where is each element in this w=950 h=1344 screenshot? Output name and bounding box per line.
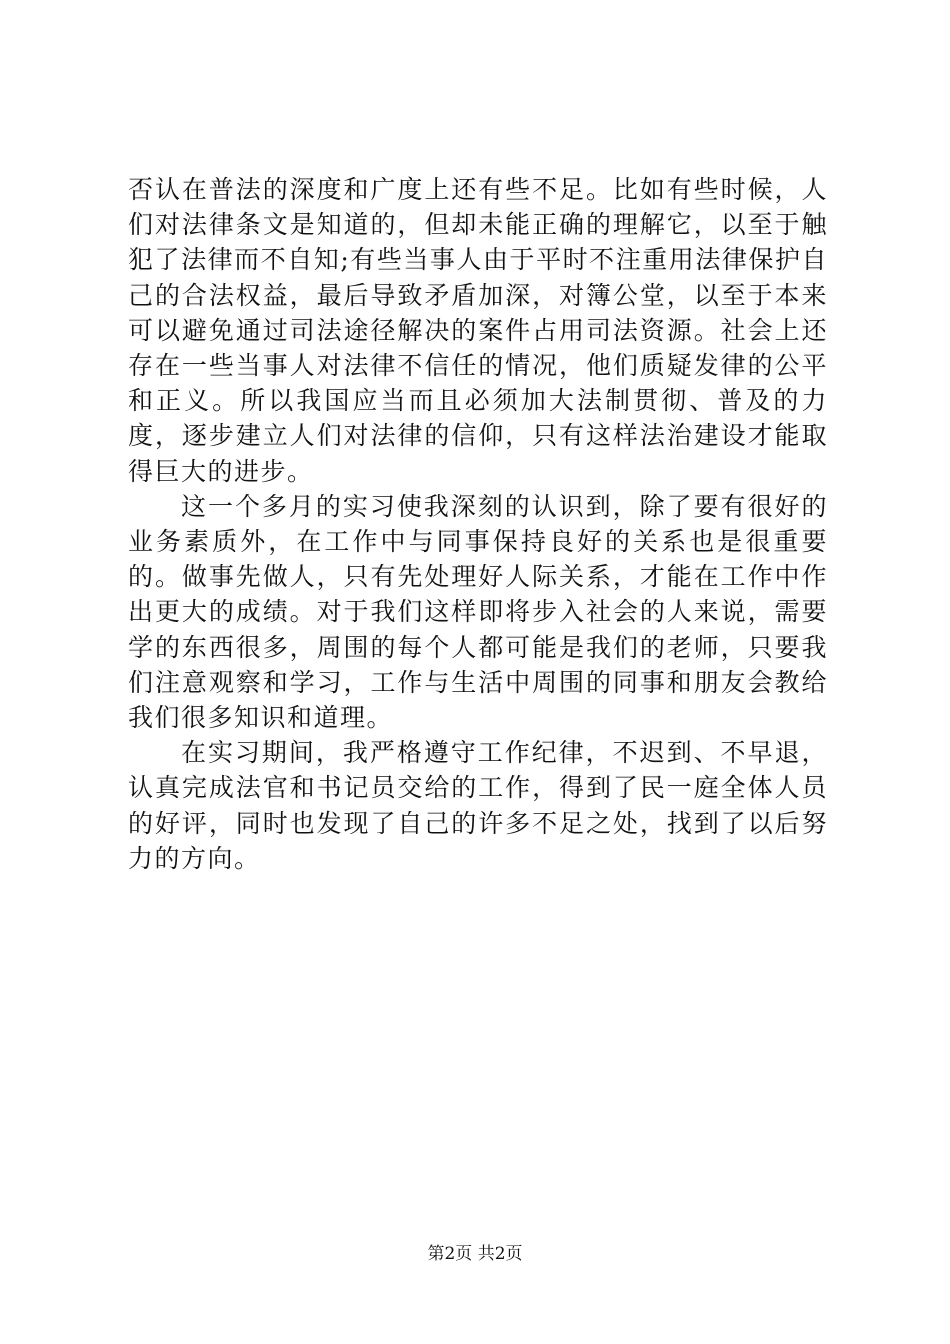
paragraph-1: 否认在普法的深度和广度上还有些不足。比如有些时候，人们对法律条文是知道的，但却未能正确的理解它，以至于触犯了法律而不自知;有些当事人由于平时不注重用法律保护自己的合法权益，最后导致矛盾加深，对簿公堂，以至于本来可以避免通过司法途径解决的案件占用司法资源。社会上还存在一些当事人对法律不信任的情况，他们质疑发律的公平和正义。所以我国应当而且必须加大法制贯彻、普及的力度，逐步建立人们对法律的信仰，只有这样法治建设才能取得巨大的进步。: [128, 175, 828, 486]
page-footer: 第2页 共2页: [427, 1244, 523, 1264]
paragraph-2: 这一个多月的实习使我深刻的认识到，除了要有很好的业务素质外，在工作中与同事保持良好的关系也是很重要的。做事先做人，只有先处理好人际关系，才能在工作中作出更大的成绩。对于我们这样即将步入社会的人来说，需要学的东西很多，周围的每个人都可能是我们的老师，只要我们注意观察和学习，工作与生活中周围的同事和朋友会教给我们很多知识和道理。: [128, 491, 828, 733]
paragraph-3: 在实习期间，我严格遵守工作纪律，不迟到、不早退，认真完成法官和书记员交给的工作，得到了民一庭全体人员的好评，同时也发现了自己的许多不足之处，找到了以后努力的方向。: [128, 738, 828, 873]
document-body: [128, 172, 828, 876]
